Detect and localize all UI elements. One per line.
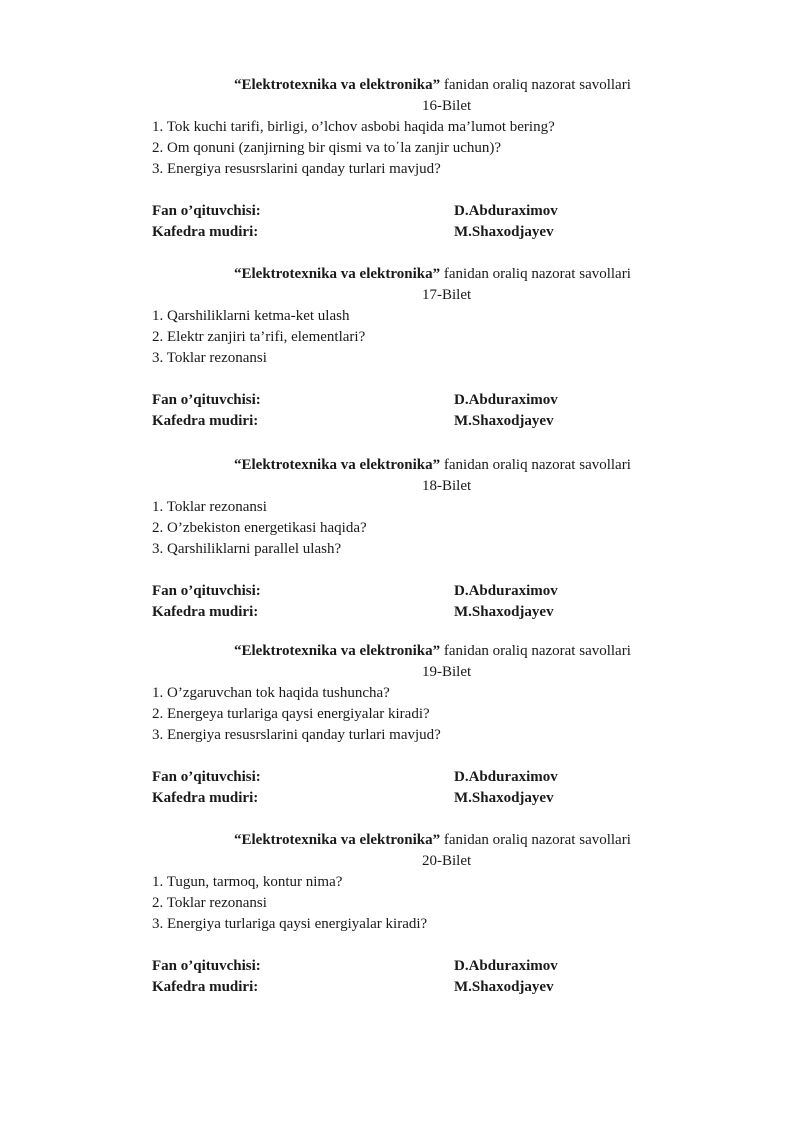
question-item: 3. Energiya resusrslarini qanday turlari mavjud? bbox=[152, 161, 441, 177]
exam-ticket bbox=[152, 264, 712, 432]
teacher-name: D.Abduraximov bbox=[454, 583, 558, 599]
head-label: Kafedra mudiri: bbox=[152, 979, 259, 995]
ticket-title bbox=[152, 641, 712, 662]
head-name: M.Shaxodjayev bbox=[454, 790, 554, 806]
question-item: 3. Toklar rezonansi bbox=[152, 350, 267, 366]
head-label: Kafedra mudiri: bbox=[152, 790, 259, 806]
ticket-title-rest: fanidan oraliq nazorat savollari bbox=[440, 266, 631, 282]
ticket-subject: “Elektrotexnika va elektronika” bbox=[234, 832, 441, 848]
ticket-title bbox=[152, 75, 712, 96]
head-label: Kafedra mudiri: bbox=[152, 604, 259, 620]
ticket-number: 20-Bilet bbox=[422, 853, 472, 869]
question-item: 1. Toklar rezonansi bbox=[152, 499, 267, 515]
question-item: 2. Toklar rezonansi bbox=[152, 895, 267, 911]
teacher-name: D.Abduraximov bbox=[454, 958, 558, 974]
ticket-subject: “Elektrotexnika va elektronika” bbox=[234, 457, 441, 473]
ticket-title bbox=[152, 264, 712, 285]
teacher-label: Fan o’qituvchisi: bbox=[152, 583, 261, 599]
exam-ticket bbox=[152, 641, 712, 809]
ticket-subject: “Elektrotexnika va elektronika” bbox=[234, 77, 441, 93]
ticket-subject: “Elektrotexnika va elektronika” bbox=[234, 643, 441, 659]
head-label: Kafedra mudiri: bbox=[152, 224, 259, 240]
teacher-label: Fan o’qituvchisi: bbox=[152, 392, 261, 408]
ticket-subject: “Elektrotexnika va elektronika” bbox=[234, 266, 441, 282]
question-item: 3. Energiya resusrslarini qanday turlari mavjud? bbox=[152, 727, 441, 743]
question-item: 2. O’zbekiston energetikasi haqida? bbox=[152, 520, 367, 536]
teacher-name: D.Abduraximov bbox=[454, 769, 558, 785]
teacher-signature-row bbox=[152, 390, 712, 411]
teacher-label: Fan o’qituvchisi: bbox=[152, 203, 261, 219]
question-item: 1. Tugun, tarmoq, kontur nima? bbox=[152, 874, 343, 890]
ticket-number: 19-Bilet bbox=[422, 664, 472, 680]
ticket-title bbox=[152, 455, 712, 476]
teacher-signature-row bbox=[152, 956, 712, 977]
ticket-title bbox=[152, 830, 712, 851]
exam-ticket bbox=[152, 830, 712, 998]
ticket-number: 16-Bilet bbox=[422, 98, 472, 114]
ticket-number: 17-Bilet bbox=[422, 287, 472, 303]
head-signature-row bbox=[152, 977, 712, 998]
ticket-title-rest: fanidan oraliq nazorat savollari bbox=[440, 643, 631, 659]
question-item: 3. Qarshiliklarni parallel ulash? bbox=[152, 541, 342, 557]
exam-ticket bbox=[152, 455, 712, 623]
head-signature-row bbox=[152, 602, 712, 623]
head-name: M.Shaxodjayev bbox=[454, 604, 554, 620]
teacher-signature-row bbox=[152, 581, 712, 602]
head-name: M.Shaxodjayev bbox=[454, 224, 554, 240]
teacher-signature-row bbox=[152, 201, 712, 222]
teacher-label: Fan o’qituvchisi: bbox=[152, 769, 261, 785]
head-signature-row bbox=[152, 222, 712, 243]
question-item: 1. Tok kuchi tarifi, birligi, o’lchov asbobi haqida ma’lumot bering? bbox=[152, 119, 555, 135]
exam-ticket bbox=[152, 75, 712, 243]
teacher-name: D.Abduraximov bbox=[454, 392, 558, 408]
head-label: Kafedra mudiri: bbox=[152, 413, 259, 429]
question-item: 1. Qarshiliklarni ketma-ket ulash bbox=[152, 308, 350, 324]
head-name: M.Shaxodjayev bbox=[454, 413, 554, 429]
question-item: 1. O’zgaruvchan tok haqida tushuncha? bbox=[152, 685, 390, 701]
head-signature-row bbox=[152, 411, 712, 432]
question-item: 2. Om qonuni (zanjirning bir qismi va to΄la zanjir uchun)? bbox=[152, 140, 502, 156]
ticket-title-rest: fanidan oraliq nazorat savollari bbox=[440, 457, 631, 473]
ticket-number: 18-Bilet bbox=[422, 478, 472, 494]
teacher-name: D.Abduraximov bbox=[454, 203, 558, 219]
head-name: M.Shaxodjayev bbox=[454, 979, 554, 995]
ticket-title-rest: fanidan oraliq nazorat savollari bbox=[440, 77, 631, 93]
question-item: 2. Energeya turlariga qaysi energiyalar kiradi? bbox=[152, 706, 430, 722]
teacher-signature-row bbox=[152, 767, 712, 788]
ticket-title-rest: fanidan oraliq nazorat savollari bbox=[440, 832, 631, 848]
question-item: 3. Energiya turlariga qaysi energiyalar kiradi? bbox=[152, 916, 428, 932]
teacher-label: Fan o’qituvchisi: bbox=[152, 958, 261, 974]
head-signature-row bbox=[152, 788, 712, 809]
question-item: 2. Elektr zanjiri ta’rifi, elementlari? bbox=[152, 329, 366, 345]
